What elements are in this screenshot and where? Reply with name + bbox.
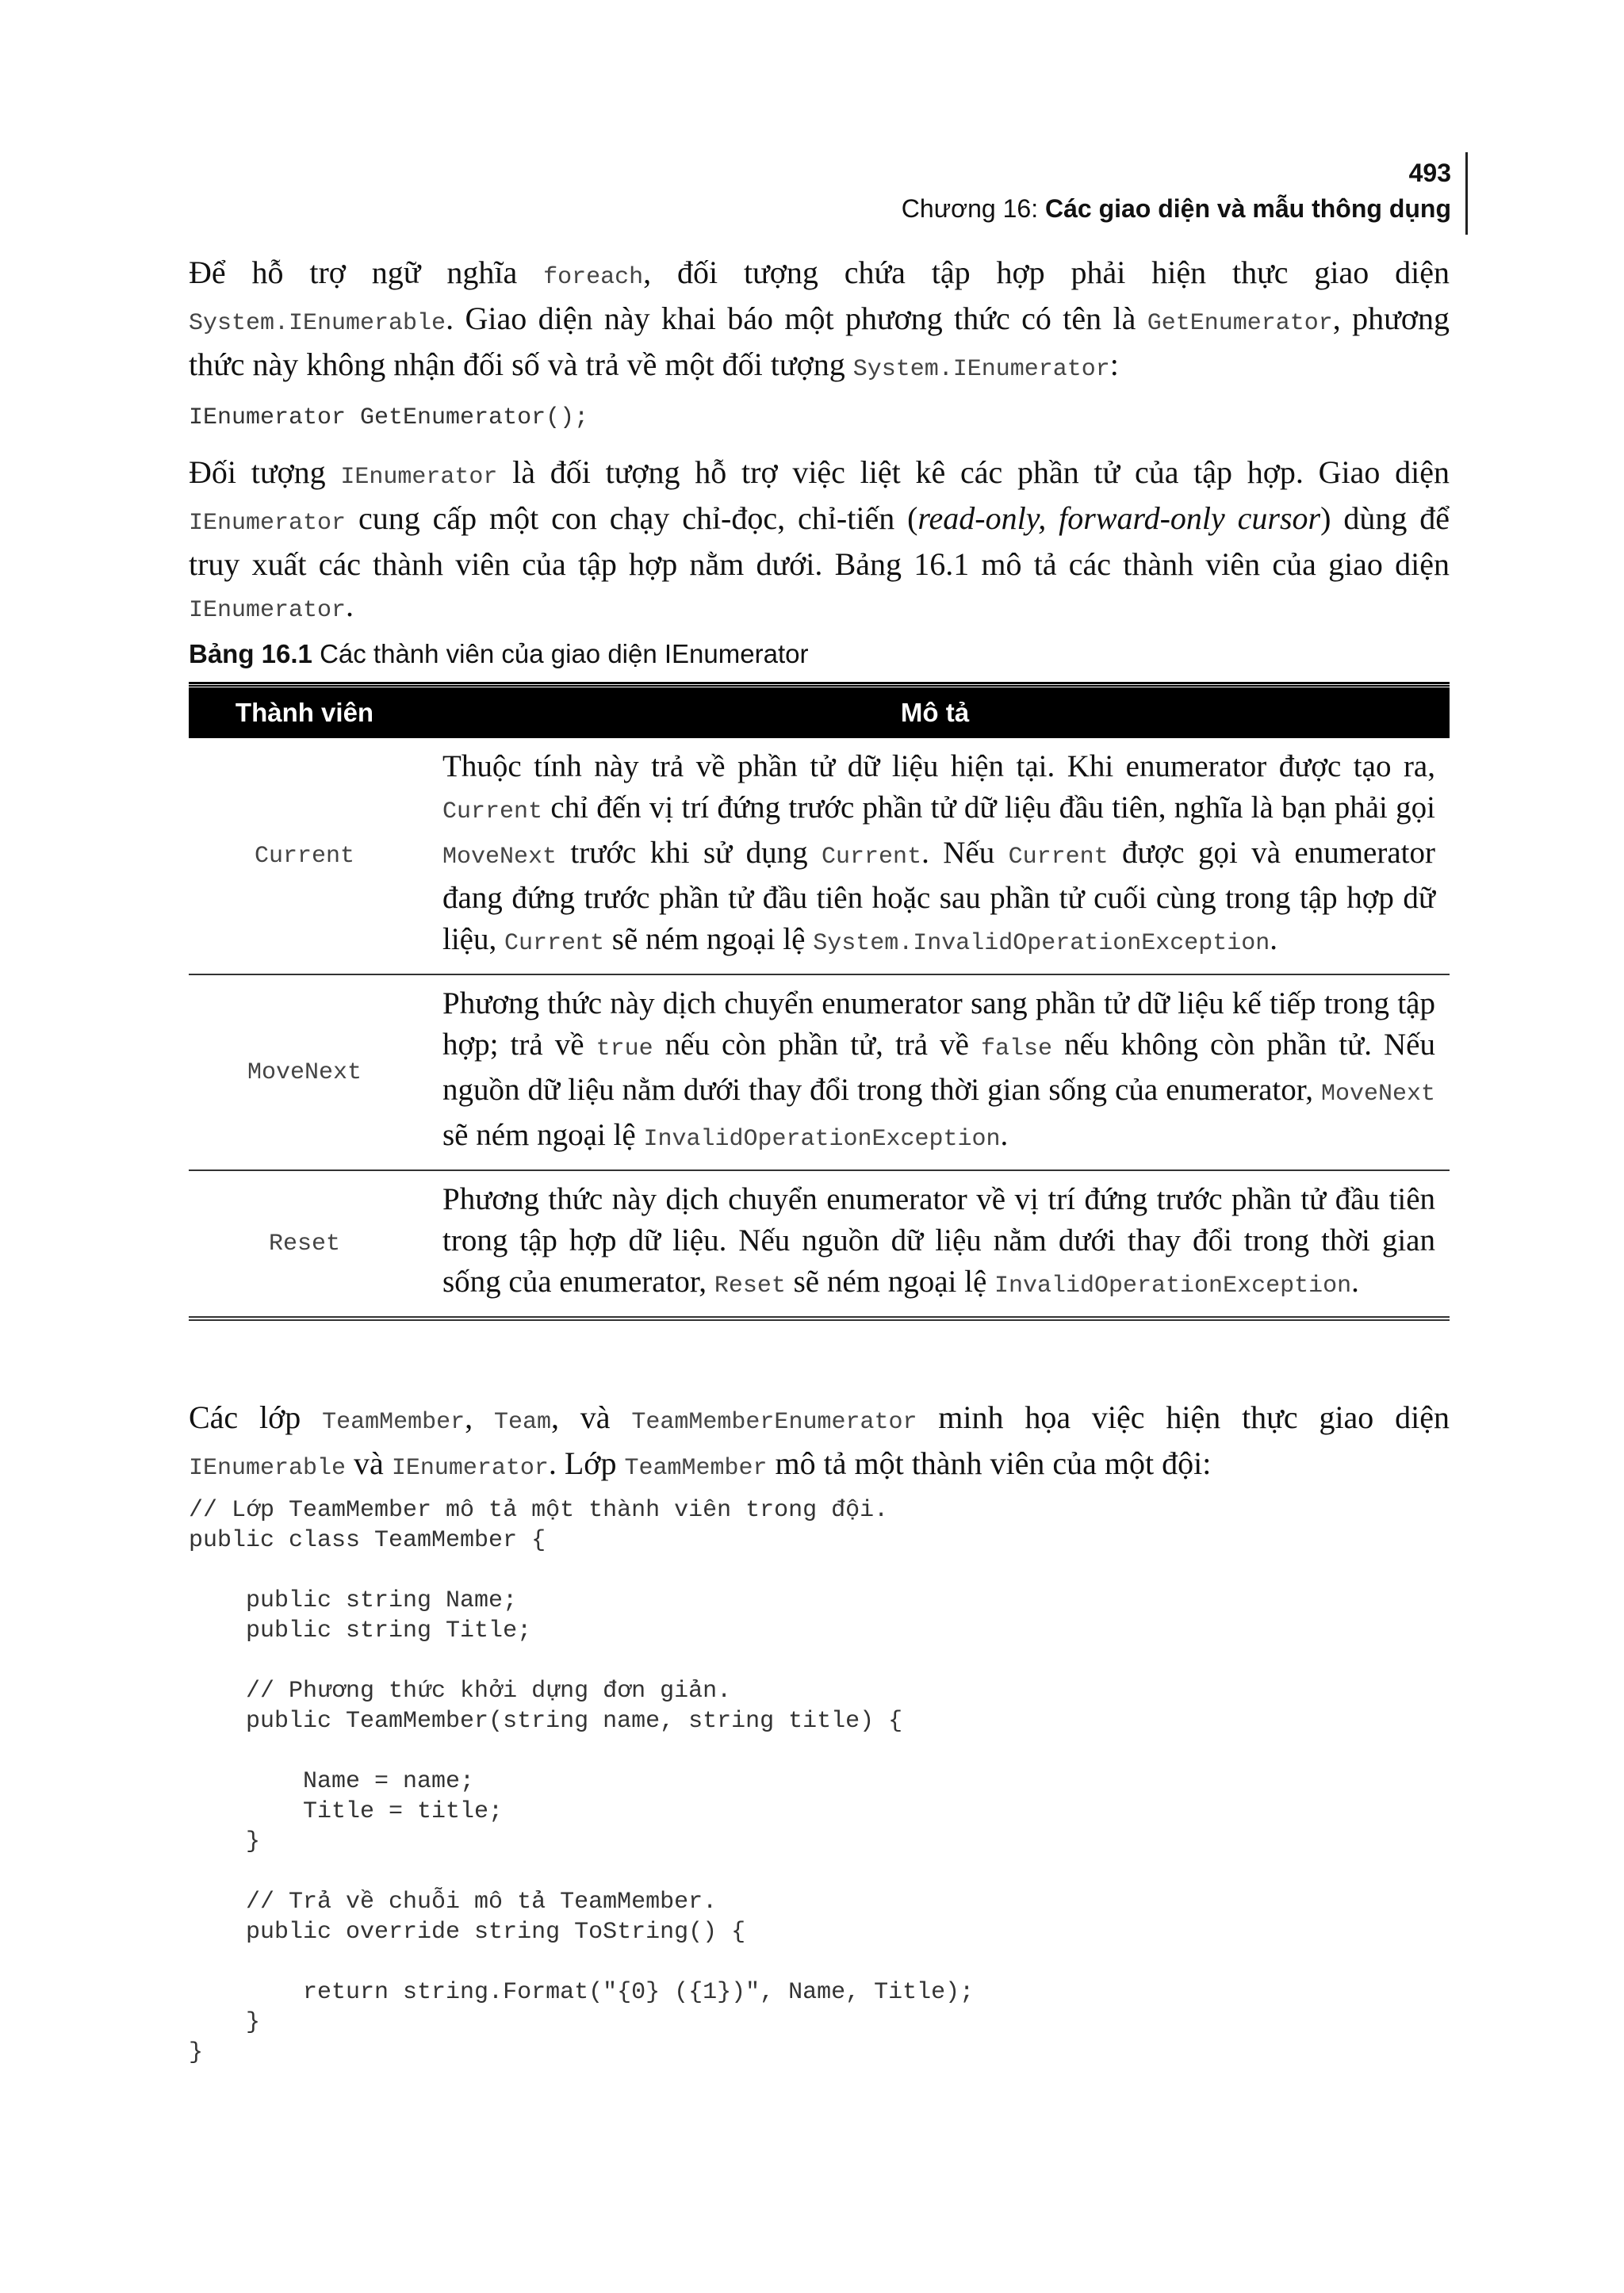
code-term: MoveNext: [442, 844, 557, 871]
code-term: foreach: [543, 264, 644, 291]
code-term: Reset: [714, 1273, 786, 1300]
chapter-heading: [864, 190, 1451, 227]
intro-paragraph: [189, 252, 1450, 390]
code-term: Current: [442, 798, 543, 825]
signature-code: IEnumerator GetEnumerator();: [189, 404, 589, 431]
code-term: System.IEnumerable: [189, 310, 446, 337]
text: , đối tượng chứa tập hợp phải hiện thực giao diện: [643, 255, 1450, 290]
text: .: [1351, 1265, 1359, 1299]
text: . Nếu: [921, 836, 1009, 870]
members-table: [189, 682, 1450, 1321]
caption-label: Bảng 16.1: [189, 639, 312, 668]
text: là đối tượng hỗ trợ việc liệt kê các phần tử của tập hợp. Giao diện: [497, 454, 1450, 490]
text: cung cấp một con chạy chỉ-đọc, chỉ-tiến (: [346, 500, 918, 536]
text: .: [1270, 922, 1278, 956]
enumerator-paragraph: [189, 452, 1450, 631]
text: trước khi sử dụng: [557, 836, 822, 870]
code-term: InvalidOperationException: [994, 1273, 1352, 1300]
code-listing: // Lớp TeamMember mô tả một thành viên trong đội. public class TeamMember { public string Name; public string Title; // Phương thức khởi dựng đơn giản. public TeamMember(string name, string title) { Name = name; Title = title; } // Trả về chuỗi mô tả TeamMember. public override string ToString() { return string.Format("{0} ({1})", Name, Title); } }: [189, 1497, 975, 2066]
running-header: [864, 155, 1451, 227]
text: .: [1000, 1118, 1009, 1152]
text: nếu còn phần tử, trả về: [653, 1028, 982, 1062]
text: ,: [465, 1399, 494, 1435]
text: Các lớp: [189, 1399, 323, 1435]
code-term: GetEnumerator: [1147, 310, 1333, 337]
code-term: Current: [504, 930, 605, 957]
text: ) dùng để truy xuất các thành viên của tập hợp nằm dưới. Bảng 16.1 mô tả các thành viên của giao diện: [189, 500, 1450, 582]
code-term: MoveNext: [1320, 1081, 1435, 1108]
text: Đối tượng: [189, 454, 341, 490]
code-term: IEnumerable: [189, 1455, 347, 1482]
text: được gọi và enumerator đang đứng trước phần tử đầu tiên hoặc sau phần tử cuối cùng trong tập hợp dữ liệu,: [442, 836, 1435, 956]
member-description: [420, 974, 1450, 1170]
text: Phương thức này dịch chuyển enumerator về vị trí đứng trước phần tử đầu tiên trong tập hợp dữ liệu. Nếu nguồn dữ liệu nằm dưới thay đổi trong thời gian sống của enumerator,: [442, 1182, 1435, 1299]
column-header-description: Mô tả: [420, 686, 1450, 738]
table-caption: [189, 639, 808, 669]
caption-text: Các thành viên của giao diện IEnumerator: [312, 639, 809, 668]
text: mô tả một thành viên của một đội:: [767, 1445, 1212, 1481]
code-term: IEnumerator: [189, 597, 347, 624]
text: sẽ ném ngoại lệ: [442, 1118, 644, 1152]
code-term: System.InvalidOperationException: [813, 930, 1270, 957]
code-term: TeamMember: [624, 1455, 768, 1482]
member-name: Current: [189, 738, 420, 974]
text: Để hỗ trợ ngữ nghĩa: [189, 255, 544, 290]
classes-paragraph: [189, 1397, 1450, 1489]
page-number: 493: [1408, 159, 1451, 187]
code-term: IEnumerator: [340, 464, 498, 491]
table-row: [189, 738, 1450, 974]
text: , và: [550, 1399, 632, 1435]
chapter-prefix: Chương 16:: [901, 194, 1045, 223]
code-term: Current: [1008, 844, 1109, 871]
code-term: true: [596, 1035, 653, 1062]
text: . Lớp: [548, 1445, 625, 1481]
text: sẽ ném ngoại lệ: [785, 1265, 995, 1299]
member-name: Reset: [189, 1170, 420, 1319]
code-term: System.IEnumerator: [852, 356, 1110, 383]
code-term: false: [981, 1035, 1053, 1062]
code-term: TeamMemberEnumerator: [631, 1409, 917, 1436]
table-row: [189, 1170, 1450, 1319]
code-term: IEnumerator: [391, 1455, 549, 1482]
text: nếu không còn phần tử. Nếu nguồn dữ liệu nằm dưới thay đổi trong thời gian sống của enumerator,: [442, 1028, 1435, 1107]
code-term: TeamMember: [322, 1409, 465, 1436]
text: Thuộc tính này trả về phần tử dữ liệu hiện tại. Khi enumerator được tạo ra,: [442, 749, 1435, 783]
chapter-title: Các giao diện và mẫu thông dụng: [1044, 194, 1451, 223]
code-term: IEnumerator: [189, 510, 347, 537]
text: .: [346, 588, 354, 623]
text: minh họa việc hiện thực giao diện: [917, 1399, 1450, 1435]
text: và: [346, 1445, 392, 1481]
text: , phương thức này không nhận đối số và trả về một đối tượng: [189, 301, 1450, 382]
table-header-row: [189, 686, 1450, 738]
text: :: [1109, 346, 1119, 382]
text: chỉ đến vị trí đứng trước phần tử dữ liệu đầu tiên, nghĩa là bạn phải gọi: [542, 790, 1435, 825]
code-term: Current: [822, 844, 922, 871]
table-row: [189, 974, 1450, 1170]
column-header-member: Thành viên: [189, 686, 420, 738]
italic-term: read-only, forward-only cursor: [917, 500, 1321, 536]
header-rule: [1465, 152, 1468, 235]
member-name: MoveNext: [189, 974, 420, 1170]
member-description: [420, 1170, 1450, 1319]
text: Phương thức này dịch chuyển enumerator sang phần tử dữ liệu kế tiếp trong tập hợp; trả về: [442, 986, 1435, 1062]
text: sẽ ném ngoại lệ: [604, 922, 814, 956]
member-description: [420, 738, 1450, 974]
code-term: InvalidOperationException: [643, 1126, 1001, 1153]
code-term: Team: [493, 1409, 551, 1436]
text: . Giao diện này khai báo một phương thức có tên là: [446, 301, 1147, 336]
